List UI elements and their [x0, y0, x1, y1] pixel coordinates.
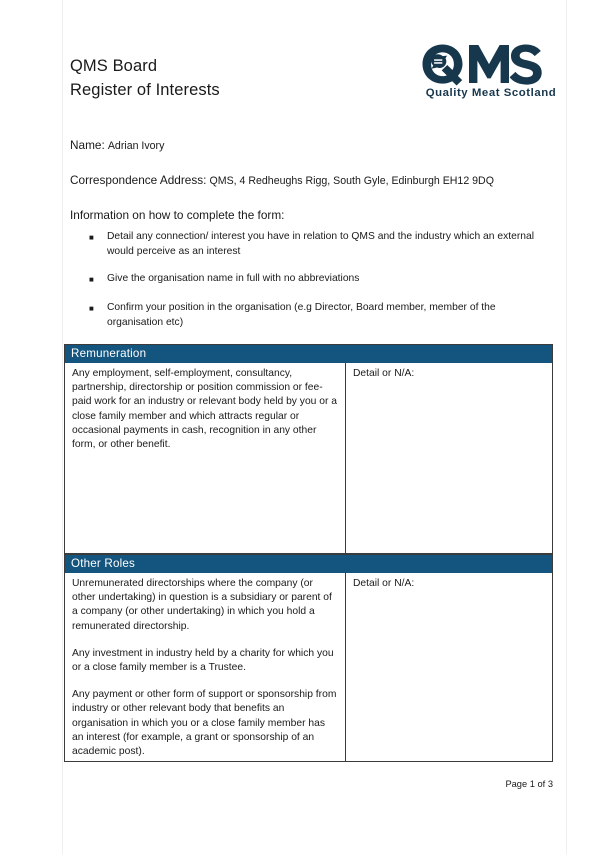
field-correspondence-address-label: Correspondence Address: — [70, 173, 207, 187]
scan-guide-line-right — [566, 0, 567, 854]
field-name-label: Name: — [70, 138, 105, 152]
field-name — [70, 138, 164, 154]
other-roles-detail-field[interactable] — [346, 573, 552, 762]
page-title-line-2: Register of Interests — [70, 81, 220, 99]
description-paragraph: Any investment in industry held by a charity for which you or a close family member is a Trustee. — [72, 647, 334, 674]
remuneration-detail-field[interactable] — [346, 363, 552, 554]
instruction-text: Confirm your position in the organisation (e.g Director, Board member, member of the organisation etc) — [107, 302, 496, 328]
table-row — [65, 573, 552, 762]
footer-page-number: Page 1 of 3 — [505, 779, 553, 789]
page-title-line-1: QMS Board — [70, 57, 158, 75]
table-row — [65, 363, 552, 554]
other-roles-description — [65, 573, 346, 762]
field-correspondence-address-value: QMS, 4 Redheughs Rigg, South Gyle, Edinburgh EH12 9DQ — [209, 175, 494, 187]
list-item — [70, 230, 560, 259]
description-paragraph: Any payment or other form of support or sponsorship from industry or other relevant body that benefits an organisation in which you or a close family member has an interest (for example, a grant or sponsorship of an academic post). — [72, 689, 337, 758]
section-other-roles — [64, 554, 553, 762]
square-bullet-icon: ■ — [89, 304, 94, 313]
field-name-value: Adrian Ivory — [107, 140, 165, 152]
list-item — [70, 272, 560, 288]
section-remuneration — [64, 344, 553, 554]
list-item — [70, 301, 560, 330]
qms-wordmark-icon — [417, 42, 565, 86]
instruction-text: Give the organisation name in full with no abbreviations — [107, 273, 360, 284]
instructions-list — [70, 230, 560, 343]
description-paragraph: Unremunerated directorships where the company (or other undertaking) in question is a subsidiary or parent of a company (or other undertaking) in which you hold a remunerated directorship. — [72, 578, 332, 632]
instruction-text: Detail any connection/ interest you have in relation to QMS and the industry which an external would perceive as an interest — [107, 231, 534, 257]
section-header-other-roles: Other Roles — [65, 555, 552, 573]
document-header — [70, 48, 565, 102]
square-bullet-icon: ■ — [89, 233, 94, 242]
qms-logo-tagline: Quality Meat Scotland — [425, 87, 557, 99]
scan-guide-line-left — [62, 0, 63, 854]
square-bullet-icon: ■ — [89, 275, 94, 284]
description-paragraph: Any employment, self-employment, consultancy, partnership, directorship or position commission or fee-paid work for an industry or relevant body held by you or a close family member and which attracts regular or occasional payments in cash, recognition in any other form, or other benefit. — [72, 368, 338, 451]
cow-emblem-icon — [431, 54, 447, 68]
instructions-heading: Information on how to complete the form: — [70, 208, 285, 222]
detail-label: Detail or N/A: — [353, 368, 415, 379]
field-correspondence-address — [70, 173, 494, 189]
remuneration-description — [65, 363, 346, 554]
detail-label: Detail or N/A: — [353, 578, 415, 589]
qms-logo — [417, 42, 565, 99]
page-title — [70, 48, 220, 102]
section-header-remuneration: Remuneration — [65, 345, 552, 363]
